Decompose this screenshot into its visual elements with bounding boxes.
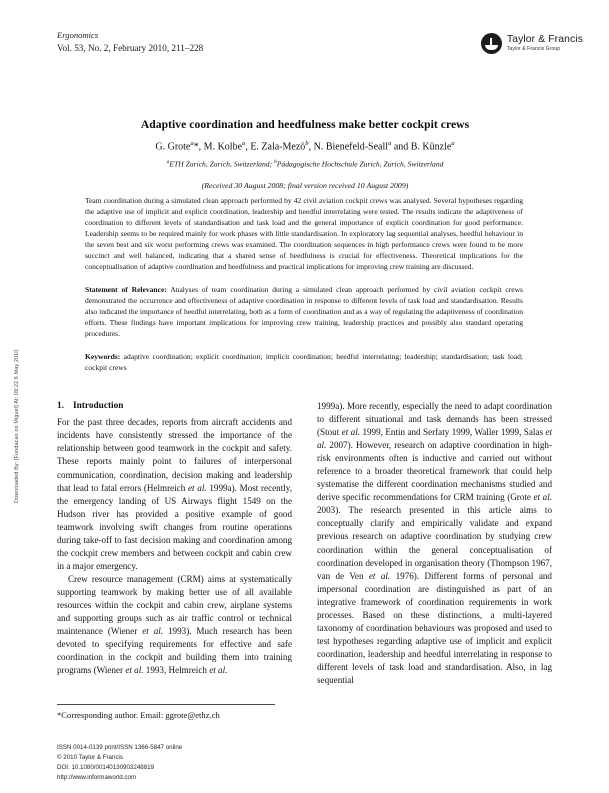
right-column bbox=[317, 400, 552, 688]
download-watermark: Downloaded By: [Fundacao on Miguel] At: 09:22 6 May 2010 bbox=[14, 349, 20, 503]
taylor-francis-emblem-icon bbox=[481, 33, 502, 54]
copyright-line: © 2010 Taylor & Francis bbox=[57, 754, 124, 762]
publisher-wordmark bbox=[507, 34, 583, 53]
section-title: Introduction bbox=[72, 401, 124, 411]
paragraph: Crew resource management (CRM) aims at systematically supporting teamwork by making better use of all available resources within the cockpit and cabin crew, airplane systems and supporting groups such as air traffic control or technical maintenance (Wiener et al. 1993). Much research has been devoted to specifying requirements for effective and safe coordination in the cockpit and building them into training programs (Wiener et al. 1993, Helmreich et al. bbox=[57, 573, 292, 676]
journal-header bbox=[57, 30, 203, 54]
corresponding-author-note: *Corresponding author. Email: ggrote@ethz.ch bbox=[57, 710, 220, 720]
publisher-logo bbox=[481, 33, 583, 54]
journal-issue-line: Vol. 53, No. 2, February 2010, 211–228 bbox=[57, 43, 204, 54]
journal-name: Ergonomics bbox=[57, 30, 99, 40]
statement-of-relevance bbox=[85, 285, 523, 340]
keywords-text: adaptive coordination; explicit coordination; implicit coordination; heedful interrelating; leadership; standardisation; task load; cockpit crews bbox=[85, 351, 523, 372]
left-column bbox=[57, 400, 292, 688]
abstract-region bbox=[85, 196, 523, 374]
statement-text: Analyses of team coordination during a simulated clean approach performed by civil aviation cockpit crews demonstrated the occurrence and effectiveness of adaptive coordination in response to different levels of task load and standardisation. Results also indicated the importance of heedful interrelating, both as a form of coordination and as a way of regulating the adaptiveness of coordination efforts. These findings have important implications for improving crew training, leadership practices and possibly also standard operating procedures. bbox=[85, 284, 523, 338]
paragraph: 1999a). More recently, especially the need to adapt coordination to different situational and task demands has been stressed (Stout et al. 1999, Entin and Serfaty 1999, Waller 1999, Salas et al. 2007). However, research on adaptive coordination in high-risk environments often is inductive and carried out without reference to a broader theoretical framework that could help systematise the different coordination mechanisms studied and derive specific recommendations for CRM training (Grote et al. 2003). The research presented in this article aims to conceptually clarify and empirically validate and expand previous research on adaptive coordination by studying crew coordination within the general conceptualisation of coordination developed in organisation theory (Thompson 1967, van de Ven et al. 1976). Different forms of personal and impersonal coordination are distinguished as part of an integrative framework of coordination requirements in work processes. Based on these distinctions, a multi-layered taxonomy of coordination behaviours was proposed and used to test hypotheses regarding adaptive use of implicit and explicit coordination, leadership and heedful interrelating in response to different levels of task load and standardisation. Also, in lag sequential bbox=[317, 401, 552, 685]
page-title: Adaptive coordination and heedfulness make better cockpit crews bbox=[140, 118, 470, 131]
author-list: G. Grote$^a$*, M. Kolbe$^a$, E. Zala-Mezö$^b$, N. Bienefeld-Seall$^a$ and B. Künzle$^a$ bbox=[155, 140, 455, 153]
title-block bbox=[57, 118, 553, 190]
footnote-divider bbox=[57, 704, 275, 705]
affiliation-list: $^a$ETH Zurich, Zurich, Switzerland; $^b$Pädagogische Hochschule Zurich, Zurich, Switzerland bbox=[166, 159, 444, 169]
paragraph: For the past three decades, reports from aircraft accidents and incidents have consistently stressed the importance of the relationship between good teamwork in the cockpit and safety. These reports mainly point to failures of interpersonal communication, coordination, decision making and leadership that lead to fatal errors (Helmreich et al. 1999a). Most recently, the emergency landing of US Airways flight 1549 on the Hudson river has provided a positive example of good teamwork involving swift changes from routine operations during take-off to fast decision making and coordination among the cockpit crew members and between cockpit and cabin crew in a major emergency. bbox=[57, 417, 292, 571]
publisher-group: Taylor & Francis Group bbox=[506, 46, 561, 53]
keywords-label: Keywords: bbox=[85, 351, 121, 361]
received-dates: (Received 30 August 2008; final version received 10 August 2009) bbox=[201, 180, 409, 190]
section-number: 1. bbox=[57, 401, 64, 411]
body-columns bbox=[57, 400, 553, 688]
doi-line: DOI: 10.1080/00140130903248819 bbox=[57, 764, 155, 772]
abstract-text: Team coordination during a simulated clean approach performed by 42 civil aviation cockpit crews was analysed. Several hypotheses regarding the adaptive use of implicit and explicit coordination, leadership and heedful interrelating were tested. The results indicate the adaptiveness of coordination to different levels of standardisation and task load and the general importance of explicit coordination for good performance. Leadership seems to be required mainly for work phases with little standardisation. In exploratory lag sequential analyses, heedful behaviour in the seven best and six worst performing crews was examined. The coordination sequences in high performance crews were found to be more succinct and well balanced, indicating that a shared sense of heedfulness is crucial for effectiveness. Theoretical implications for the conceptualisation of adaptive coordination and heedfulness and practical implications for improving crew training are discussed. bbox=[85, 196, 523, 271]
issn-line: ISSN 0014-0139 print/ISSN 1366-5847 online bbox=[57, 744, 183, 751]
keywords bbox=[85, 352, 523, 374]
website-line: http://www.informaworld.com bbox=[57, 774, 137, 782]
publisher-name: Taylor & Francis bbox=[506, 34, 583, 46]
imprint-block bbox=[57, 743, 182, 783]
statement-label: Statement of Relevance: bbox=[85, 284, 167, 294]
section-heading-introduction bbox=[57, 400, 292, 413]
